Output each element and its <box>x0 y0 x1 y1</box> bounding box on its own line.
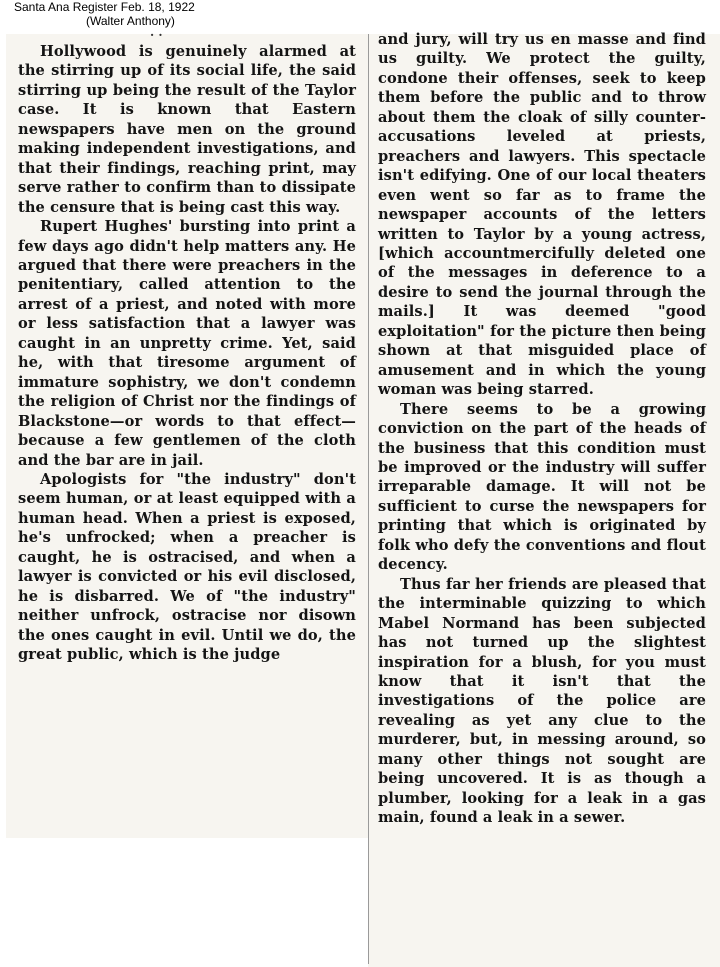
source-and-date: Santa Ana Register Feb. 18, 1922 <box>14 0 195 14</box>
article-left-column <box>18 42 356 665</box>
paragraph-rupert-hughes: Rupert Hughes' bursting into print a few days ago didn't help matters any. He argued that there were preachers in the penitentiary, called attention to the arrest of a priest, and noted with more or less satisfaction that a lawyer was caught in an unpretty crime. Yet, said he, with that tiresome argument of immature sophistry, we don't condemn the religion of Christ nor the findings of Blackstone—or words to that effect—because a few gentlemen of the cloth and the bar are in jail. <box>18 218 356 469</box>
paragraph-hollywood-alarmed: Hollywood is genuinely alarmed at the stirring up of its social life, the said stirring up being the result of the Taylor case. It is known that Eastern newspapers have men on the ground making independent investigations, and that their findings, reaching print, may serve rather to confirm than to dissipate the censure that is being cast this way. <box>18 43 356 216</box>
print-specks: · · <box>150 28 163 42</box>
clipping-caption <box>14 0 274 28</box>
paragraph-continuation-jury: and jury, will try us en masse and find us guilty. We protect the guilty, condone their offenses, seek to keep them before the public and to throw about them the cloak of silly counter-accusations leveled at priests, preachers and lawyers. This spectacle isn't edifying. One of our local theaters even went so far as to frame the newspaper accounts of the letters written to Taylor by a young actress, [which accountmercifully deleted one of the messages in deference to a desire to send the journal through the mails.] It was deemed "good exploitation" for the picture then being shown at that misguided place of amusement and in which the young woman was being starred. <box>378 31 706 399</box>
article-right-column <box>378 30 706 828</box>
paragraph-mabel-normand: Thus far her friends are pleased that the interminable quizzing to which Mabel Normand has been subjected has not turned up the slightest inspiration for a blush, for you must know that it isn't that the investigations of the police are revealing as yet any clue to the murderer, but, in messing around, so many other things not sought are being uncovered. It is as though a plumber, looking for a leak in a gas main, found a leak in a sewer. <box>378 575 706 827</box>
paragraph-growing-conviction: There seems to be a growing conviction on the part of the heads of the business that this condition must be improved or the industry will suffer irreparable damage. It will not be sufficient to curse the newspapers for printing that which is originated by folk who defy the conventions and flout decency. <box>378 400 706 574</box>
paragraph-apologists: Apologists for "the industry" don't seem human, or at least equipped with a human head. When a priest is exposed, he's unfrocked; when a preacher is caught, he is ostracised, and when a lawyer is convicted or his evil disclosed, he is disbarred. We of "the industry" neither unfrock, ostracise nor disown the ones caught in evil. Until we do, the great public, which is the judge <box>18 470 356 664</box>
column-divider <box>368 34 369 964</box>
author-credit: (Walter Anthony) <box>86 14 175 28</box>
